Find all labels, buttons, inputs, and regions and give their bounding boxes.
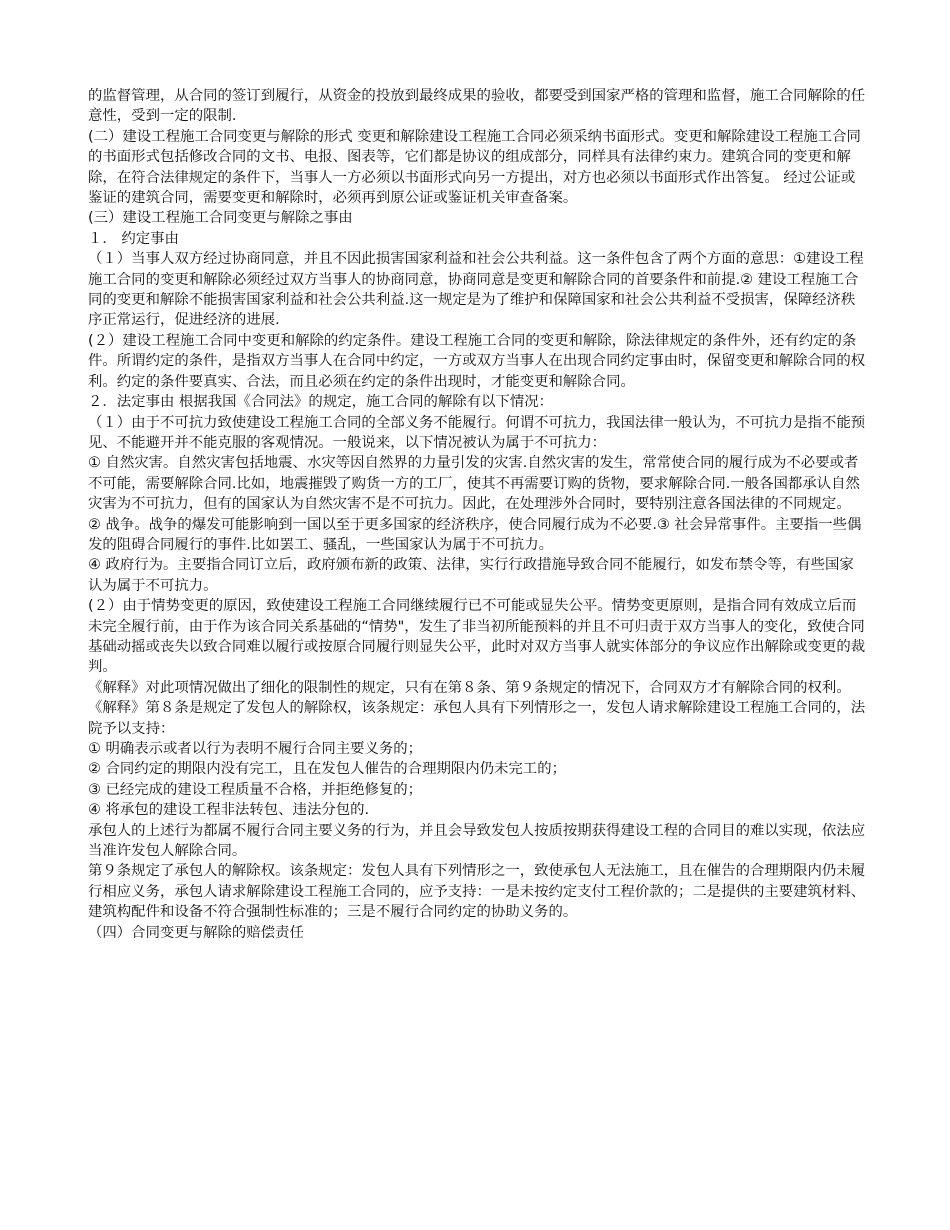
list-item-2: ② 合同约定的期限内没有完工，且在发包人催告的合理期限内仍未完工的； bbox=[88, 761, 566, 778]
paragraph-change-of-circumstances: (２）由于情势变更的原因，致使建设工程施工合同继续履行已不可能或显失公平。情势变更原则，是指合同有效成立后而未完全履行前，由于作为该合同关系基础的“情势"，发生了非当初所能预料的并且不可归责于双方当事人的变化，致使合同基础动摇或丧失以致合同难以履行或按原合同履行则显失公平，此时对双方当事人就实体部分的争议应作出解除或变更的裁判。 bbox=[88, 598, 866, 676]
paragraph-agreed-2: (２）建设工程施工合同中变更和解除的约定条件。建设工程施工合同的变更和解除，除法律规定的条件外，还有约定的条件。所谓约定的条件，是指双方当事人在合同中约定，一方或双方当事人在出现合同约定事由时，保留变更和解除合同的权利。约定的条件要真实、合法，而且必须在约定的条件出现时，才能变更和解除合同。 bbox=[88, 332, 866, 390]
paragraph-article-9: 第９条规定了承包人的解除权。该条规定：发包人具有下列情形之一，致使承包人无法施工，且在催告的合理期限内仍未履行相应义务，承包人请求解除建设工程施工合同的，应予支持：一是未按约定支付工程价款的；二是提供的主要建筑材料、建筑构配件和设备不符合强制性标准的；三是不履行合同约定的协助义务的。 bbox=[88, 863, 866, 921]
list-item-4: ④ 将承包的建设工程非法转包、违法分包的. bbox=[88, 802, 370, 819]
paragraph-war: ② 战争。战争的爆发可能影响到一国以至于更多国家的经济秩序，使合同履行成为不必要.③ 社会异常事件。主要指一些偶发的阻碍合同履行的事件.比如罢工、骚乱，一些国家认为属于不可抗力。 bbox=[88, 516, 862, 553]
paragraph-article-8: 《解释》第８条是规定了发包人的解除权，该条规定：承包人具有下列情形之一，发包人请求解除建设工程施工合同的，法院予以支持： bbox=[88, 700, 866, 737]
subheading-statutory-causes: ２．法定事由 根据我国《合同法》的规定，施工合同的解除有以下情况： bbox=[88, 394, 554, 411]
list-item-1: ① 明确表示或者以行为表明不履行合同主要义务的； bbox=[88, 741, 423, 757]
document-page bbox=[88, 86, 868, 943]
paragraph-agreed-1: （１）当事人双方经过协商同意，并且不因此损害国家利益和社会公共利益。这一条件包含了两个方面的意思：①建设工程施工合同的变更和解除必须经过双方当事人的协商同意，协商同意是变更和解除合同的首要条件和前提.② 建设工程施工合同的变更和解除不能损害国家利益和社会公共利益.这一规定是为了维护和保障国家和社会公共利益不受损害，保障经济秩序正常运行，促进经济的进展. bbox=[88, 251, 864, 329]
list-item-3: ③ 已经完成的建设工程质量不合格，并拒绝修复的； bbox=[88, 781, 423, 798]
section-heading-3: (三）建设工程施工合同变更与解除之事由 bbox=[88, 210, 353, 227]
paragraph-1: 的监督管理，从合同的签订到履行，从资金的投放到最终成果的验收，都要受到国家严格的管理和监督，施工合同解除的任意性，受到一定的限制. bbox=[88, 88, 866, 125]
paragraph-interpretation: 《解释》对此项情况做出了细化的限制性的规定，只有在第８条、第９条规定的情况下，合同双方才有解除合同的权利。 bbox=[88, 679, 851, 696]
paragraph-natural-disaster: ① 自然灾害。自然灾害包括地震、水灾等因自然界的力量引发的灾害.自然灾害的发生，常常使合同的履行成为不必要或者不可能，需要解除合同.比如，地震摧毁了购货一方的工厂，使其不再需要订购的货物，要求解除合同.一般各国都承认自然灾害为不可抗力，但有的国家认为自然灾害不是不可抗力。因此，在处理涉外合同时，要特别注意各国法律的不同规定。 bbox=[88, 455, 860, 513]
section-heading-4: （四）合同变更与解除的赔偿责任 bbox=[88, 924, 304, 941]
paragraph-contractor-conduct: 承包人的上述行为都属不履行合同主要义务的行为，并且会导致发包人按质按期获得建设工程的合同目的难以实现，依法应当准许发包人解除合同。 bbox=[88, 822, 866, 860]
paragraph-2: (二）建设工程施工合同变更与解除的形式 变更和解除建设工程施工合同必须采纳书面形式。变更和解除建设工程施工合同的书面形式包括修改合同的文书、电报、图表等，它们都是协议的组成部分，同样具有法律约束力。建筑合同的变更和解除，在符合法律规定的条件下，当事人一方必须以书面形式向另一方提出，对方也必须以书面形式作出答复。 经过公证或鉴证的建筑合同，需要变更和解除时，必须再到原公证或鉴证机关审查备案。 bbox=[88, 128, 861, 207]
paragraph-government-act: ④ 政府行为。主要指合同订立后，政府颁布新的政策、法律，实行行政措施导致合同不能履行，如发布禁令等，有些国家认为属于不可抗力。 bbox=[88, 557, 854, 594]
paragraph-force-majeure: （１）由于不可抗力致使建设工程施工合同的全部义务不能履行。何谓不可抗力，我国法律一般认为，不可抗力是指不能预见、不能避开并不能克服的客观情况。一般说来，以下情况被认为属于不可抗力： bbox=[88, 414, 866, 451]
subheading-agreed-causes: １． 约定事由 bbox=[88, 230, 179, 247]
